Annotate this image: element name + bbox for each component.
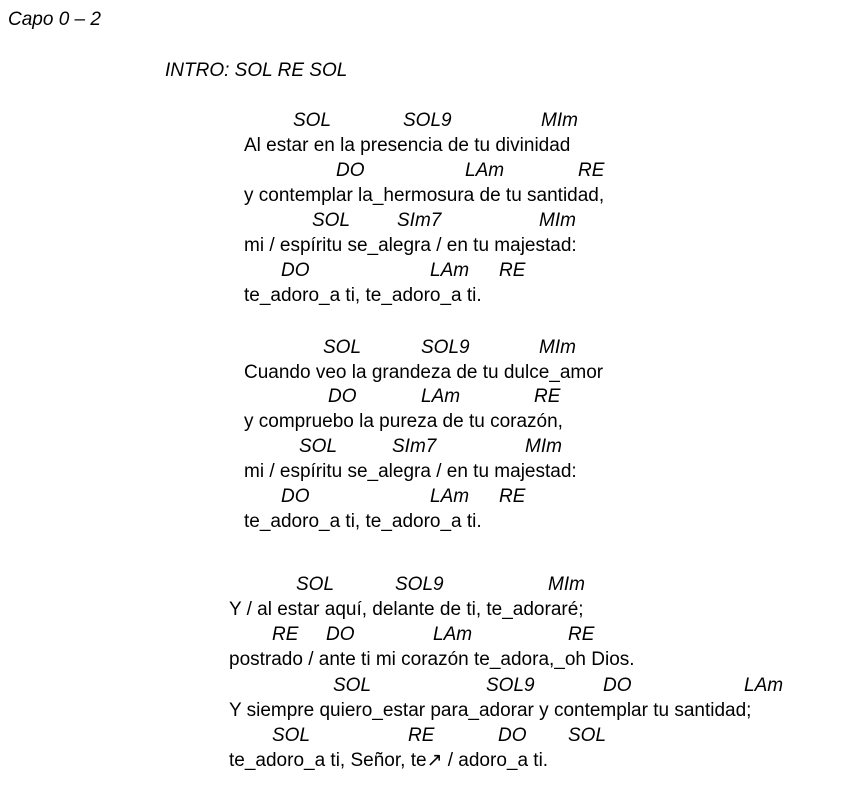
lyric-line: te_adoro_a ti, te_adoro_a ti. xyxy=(244,511,482,532)
chord: LAm xyxy=(465,160,505,181)
chord: SOL9 xyxy=(486,675,535,696)
chord: DO xyxy=(498,725,527,746)
chord: SOL xyxy=(272,725,311,746)
chord: LAm xyxy=(421,386,461,407)
chord: SOL9 xyxy=(421,337,470,358)
lyric-line: te_adoro_a ti, te_adoro_a ti. xyxy=(244,285,482,306)
chord: DO xyxy=(281,486,310,507)
chord: SOL xyxy=(312,210,351,231)
chord: DO xyxy=(281,260,310,281)
chord: SOL xyxy=(299,436,338,457)
chord-row xyxy=(0,724,844,748)
chord: RE xyxy=(568,624,595,645)
chord-row xyxy=(0,623,844,647)
chord: SIm7 xyxy=(392,436,437,457)
lyric-line: te_adoro_a ti, Señor, te↗ / adoro_a ti. xyxy=(229,750,549,771)
chord: DO xyxy=(336,160,365,181)
chord: DO xyxy=(328,386,357,407)
chord: RE xyxy=(272,624,299,645)
intro-line: INTRO: SOL RE SOL xyxy=(165,60,348,81)
chord: MIm xyxy=(539,210,576,231)
lyric-line: mi / espíritu se_alegra / en tu majestad: xyxy=(244,235,577,256)
chord: SOL xyxy=(296,574,335,595)
chord-row xyxy=(0,674,844,698)
chord-row xyxy=(0,159,844,183)
chord: DO xyxy=(603,675,632,696)
chord-row xyxy=(0,435,844,459)
chord: SIm7 xyxy=(397,210,442,231)
chord: SOL xyxy=(323,337,362,358)
chord-row xyxy=(0,259,844,283)
chord-row xyxy=(0,209,844,233)
chord: DO xyxy=(326,624,355,645)
chord: SOL xyxy=(333,675,372,696)
chord-row xyxy=(0,109,844,133)
capo-label: Capo 0 – 2 xyxy=(8,9,101,30)
lyric-line: mi / espíritu se_alegra / en tu majestad: xyxy=(244,461,577,482)
chord: RE xyxy=(499,260,526,281)
chord: RE xyxy=(534,386,561,407)
chord: MIm xyxy=(548,574,585,595)
chord: LAm xyxy=(744,675,784,696)
chord: RE xyxy=(499,486,526,507)
chord: LAm xyxy=(430,486,470,507)
chord: SOL9 xyxy=(403,110,452,131)
chord: LAm xyxy=(430,260,470,281)
lyric-line: postrado / ante ti mi corazón te_adora,_oh Dios. xyxy=(229,649,635,670)
chord: MIm xyxy=(541,110,578,131)
lyric-line: Y siempre quiero_estar para_adorar y contemplar tu santidad; xyxy=(229,700,752,721)
lyric-line: Y / al estar aquí, delante de ti, te_adoraré; xyxy=(229,599,584,620)
chord: SOL xyxy=(568,725,607,746)
chord: LAm xyxy=(433,624,473,645)
chord: SOL9 xyxy=(395,574,444,595)
lyric-line: Cuando veo la grandeza de tu dulce_amor xyxy=(244,362,604,383)
lyric-line: y contemplar la_hermosura de tu santidad, xyxy=(244,185,605,206)
lyric-line: y compruebo la pureza de tu corazón, xyxy=(244,411,563,432)
chord: RE xyxy=(408,725,435,746)
chord: MIm xyxy=(539,337,576,358)
lyric-line: Al estar en la presencia de tu divinidad xyxy=(244,135,571,156)
chord: MIm xyxy=(525,436,562,457)
chord: SOL xyxy=(293,110,332,131)
chord-row xyxy=(0,573,844,597)
chord: RE xyxy=(578,160,605,181)
chord-row xyxy=(0,485,844,509)
chord-row xyxy=(0,336,844,360)
chord-row xyxy=(0,385,844,409)
